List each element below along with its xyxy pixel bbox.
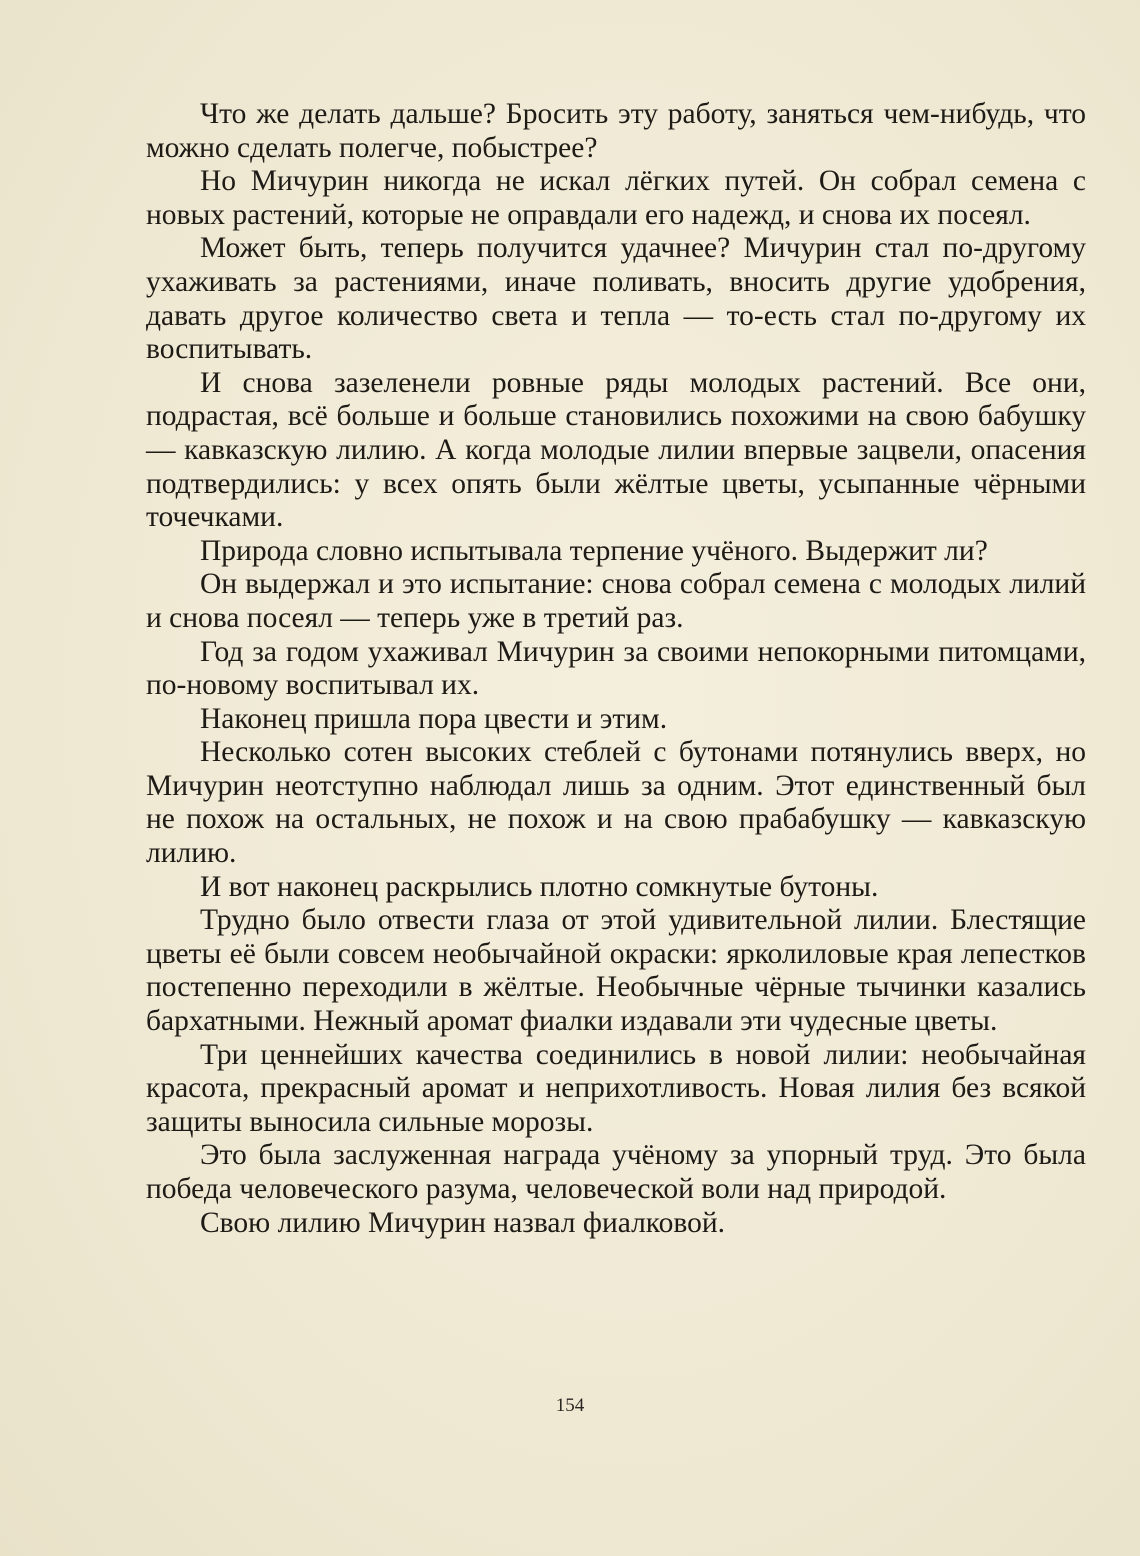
paragraph: Три ценнейших качества соединились в новой лилии: необычайная красота, прекрасный аромат и неприхотливость. Новая лилия без всякой защиты выносила сильные морозы. [146,1038,1086,1138]
paragraph: Трудно было отвести глаза от этой удивительной лилии. Блестящие цветы её были совсем необычайной окраски: ярколиловые края лепестков постепенно переходили в жёлтые. Необычные чёрные тычинки казались бархатными. Нежный аромат фиалки издавали эти чудесные цветы. [146,904,1086,1038]
paragraph: Несколько сотен высоких стеблей с бутонами потянулись вверх, но Мичурин неотступно наблюдал лишь за одним. Этот единственный был не похож на остальных, не похож и на свою прабабушку — кавказскую лилию. [146,736,1086,870]
paragraph: Год за годом ухаживал Мичурин за своими непокорными питомцами, по-новому воспитывал их. [146,635,1086,702]
paragraph: Может быть, теперь получится удачнее? Мичурин стал по-другому ухаживать за растениями, иначе поливать, вносить другие удобрения, давать другое количество света и тепла — то-есть стал по-другому их воспитывать. [146,232,1086,366]
paragraph: Наконец пришла пора цвести и этим. [200,702,668,735]
paragraph: Свою лилию Мичурин назвал фиалковой. [200,1206,726,1239]
paragraph: Природа словно испытывала терпение учёного. Выдержит ли? [200,534,988,567]
paragraph: Это была заслуженная награда учёному за упорный труд. Это была победа человеческого разума, человеческой воли над природой. [146,1139,1086,1205]
paragraph: Что же делать дальше? Бросить эту работу, заняться чем-нибудь, что можно сделать полегче, побыстрее? [146,98,1086,164]
paragraph: И вот наконец раскрылись плотно сомкнутые бутоны. [200,870,879,903]
page-number: 154 [555,1395,585,1416]
paragraph: И снова зазеленели ровные ряды молодых растений. Все они, подрастая, всё больше и больше становились похожими на свою бабушку — кавказскую лилию. А когда молодые лилии впервые зацвели, опасения подтвердились: у всех опять были жёлтые цветы, усыпанные чёрными точечками. [146,366,1086,534]
page-text [146,98,1086,1240]
paragraph: Он выдержал и это испытание: снова собрал семена с молодых лилий и снова посеял — теперь уже в третий раз. [146,568,1086,634]
paragraph: Но Мичурин никогда не искал лёгких путей. Он собрал семена с новых растений, которые не оправдали его надежд, и снова их посеял. [146,165,1086,231]
